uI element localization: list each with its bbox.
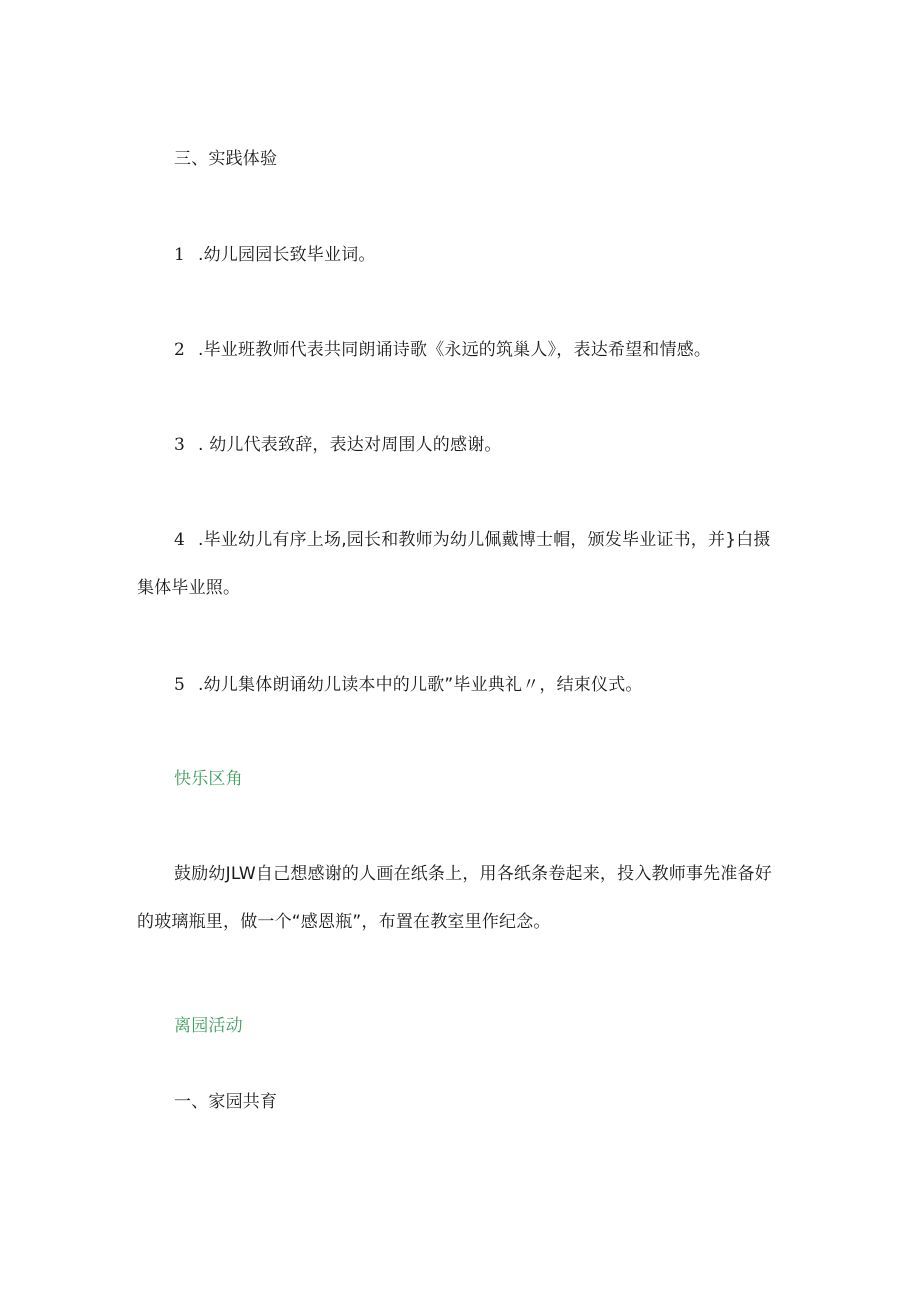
list-item-continuation: 集体毕业照。 [137, 578, 241, 598]
item-number: 5 [174, 675, 186, 695]
item-text: .幼儿园园长致毕业词。 [198, 245, 376, 265]
list-item [174, 674, 643, 696]
item-text: . 幼儿代表致辞，表达对周围人的感谢。 [198, 435, 502, 455]
paragraph-line: 的玻璃瓶里，做一个“感恩瓶”，布置在教室里作纪念。 [137, 912, 551, 932]
paragraph-line: 鼓励幼JLW自己想感谢的人画在纸条上，用各纸条卷起来，投入教师事先准备好 [174, 864, 772, 884]
item-text: .幼儿集体朗诵幼儿读本中的儿歌”毕业典礼〃，结束仪式。 [198, 675, 643, 695]
section-heading-leaving-activity: 离园活动 [174, 1016, 243, 1036]
section-heading-practice: 三、实践体验 [174, 149, 278, 169]
list-item [174, 434, 502, 456]
item-text: .毕业幼儿有序上场,园长和教师为幼儿佩戴博士帽，颁发毕业证书，并}白摄 [198, 530, 771, 550]
item-number: 3 [174, 435, 186, 455]
section-heading-happy-corner: 快乐区角 [174, 769, 243, 789]
item-text: .毕业班教师代表共同朗诵诗歌《永远的筑巢人》，表达希望和情感。 [198, 340, 712, 360]
list-item [174, 529, 771, 551]
list-item [174, 339, 711, 361]
list-item [174, 244, 376, 266]
sub-heading-home-school: 一、家园共育 [174, 1092, 278, 1112]
item-number: 2 [174, 340, 186, 360]
item-number: 4 [174, 530, 186, 550]
item-number: 1 [174, 245, 186, 265]
